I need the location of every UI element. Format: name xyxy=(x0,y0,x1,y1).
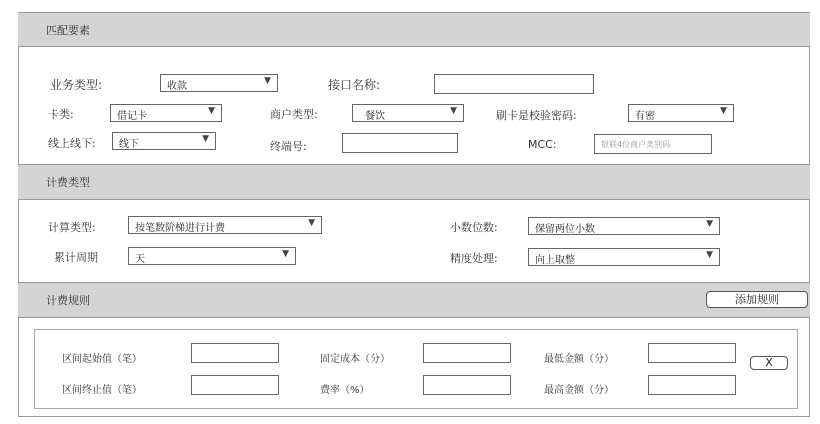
section-header-billing-rules xyxy=(18,282,810,318)
decimals-select[interactable] xyxy=(528,217,720,235)
card-type-label: 卡类: xyxy=(48,108,74,121)
business-type-value: 收款 xyxy=(167,81,187,92)
max-amount-label: 最高金额（分） xyxy=(544,385,614,396)
chevron-down-icon: ▼ xyxy=(720,106,727,116)
online-offline-select[interactable] xyxy=(112,132,216,150)
mcc-label: MCC: xyxy=(528,138,557,151)
period-select[interactable] xyxy=(128,247,296,265)
chevron-down-icon: ▼ xyxy=(202,134,209,144)
mcc-input[interactable]: 银联4位商户类别码 xyxy=(594,134,712,154)
merchant-type-label: 商户类型: xyxy=(270,108,318,121)
calc-type-label: 计算类型: xyxy=(48,221,96,234)
max-amount-input[interactable] xyxy=(648,375,736,395)
chevron-down-icon: ▼ xyxy=(706,219,713,229)
fixed-cost-input[interactable] xyxy=(423,343,511,363)
range-start-label: 区间起始值（笔） xyxy=(62,354,142,365)
online-offline-value: 线下 xyxy=(119,139,139,150)
add-rule-button[interactable]: 添加规则 xyxy=(706,291,808,308)
merchant-type-select[interactable] xyxy=(352,104,464,122)
chevron-down-icon: ▼ xyxy=(308,218,315,228)
pin-check-value: 有密 xyxy=(635,111,655,122)
business-type-label: 业务类型: xyxy=(50,78,103,92)
min-amount-label: 最低金额（分） xyxy=(544,354,614,365)
interface-name-label: 接口名称: xyxy=(328,78,381,92)
precision-select[interactable] xyxy=(528,248,720,266)
period-label: 累计周期 xyxy=(54,251,98,264)
chevron-down-icon: ▼ xyxy=(282,249,289,259)
precision-label: 精度处理: xyxy=(450,252,498,265)
chevron-down-icon: ▼ xyxy=(706,250,713,260)
card-type-select[interactable] xyxy=(110,104,222,122)
section-title-match: 匹配要素 xyxy=(46,23,90,37)
rate-input[interactable] xyxy=(423,375,511,395)
rule-row xyxy=(34,329,798,409)
rate-label: 费率（%） xyxy=(320,385,370,396)
pin-check-label: 刷卡是校验密码: xyxy=(496,109,577,122)
calc-type-select[interactable] xyxy=(128,216,322,234)
terminal-no-input[interactable] xyxy=(342,133,458,153)
decimals-label: 小数位数: xyxy=(450,221,498,234)
range-end-input[interactable] xyxy=(191,375,279,395)
merchant-type-value: 餐饮 xyxy=(365,111,385,122)
remove-rule-button[interactable]: X xyxy=(750,356,788,370)
terminal-no-label: 终端号: xyxy=(270,140,307,153)
range-start-input[interactable] xyxy=(191,343,279,363)
calc-type-value: 按笔数阶梯进行计费 xyxy=(135,223,225,234)
decimals-value: 保留两位小数 xyxy=(535,224,595,235)
fixed-cost-label: 固定成本（分） xyxy=(320,354,390,365)
range-end-label: 区间终止值（笔） xyxy=(62,385,142,396)
section-title-billing-type: 计费类型 xyxy=(46,176,90,189)
chevron-down-icon: ▼ xyxy=(264,76,271,86)
chevron-down-icon: ▼ xyxy=(450,106,457,116)
online-offline-label: 线上线下: xyxy=(48,137,96,150)
precision-value: 向上取整 xyxy=(535,255,575,266)
period-value: 天 xyxy=(135,254,145,265)
business-type-select[interactable] xyxy=(160,74,278,92)
card-type-value: 借记卡 xyxy=(117,111,147,122)
section-header-billing-type xyxy=(18,164,810,200)
pin-check-select[interactable] xyxy=(628,104,734,122)
min-amount-input[interactable] xyxy=(648,343,736,363)
section-title-billing-rules: 计费规则 xyxy=(46,294,90,307)
interface-name-input[interactable] xyxy=(434,74,594,94)
section-header-match xyxy=(18,12,810,47)
chevron-down-icon: ▼ xyxy=(208,106,215,116)
